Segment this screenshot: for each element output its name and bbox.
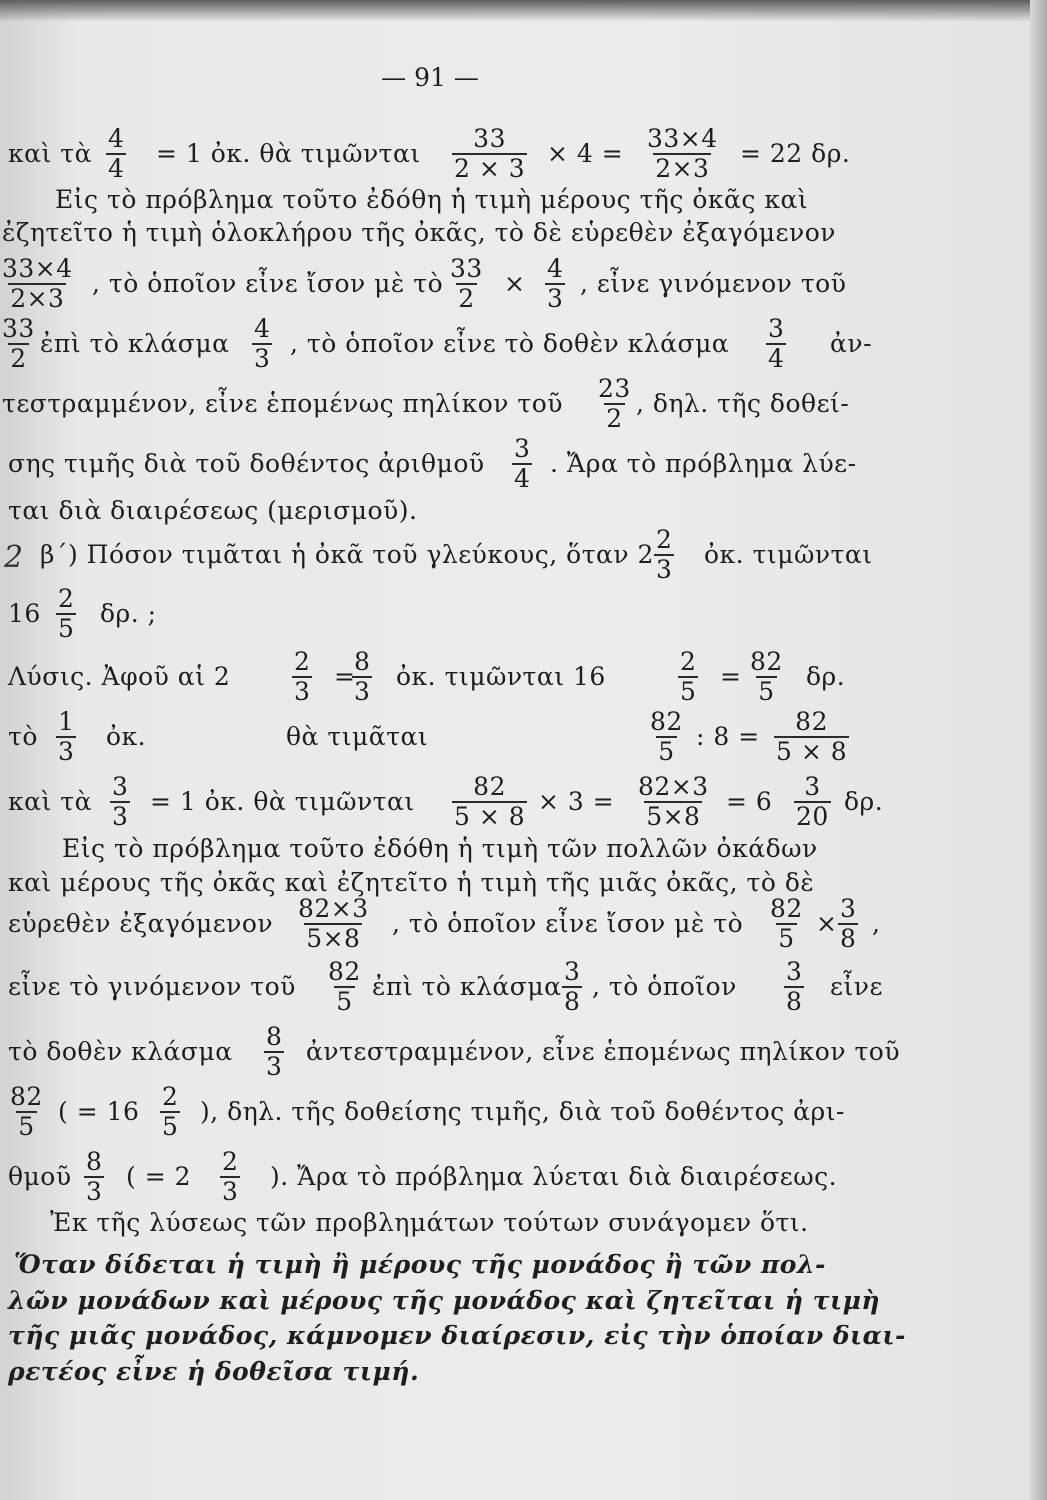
fraction — [562, 958, 582, 1016]
fraction — [0, 315, 37, 373]
fraction — [748, 648, 785, 706]
denominator: 3 — [58, 737, 75, 766]
numerator: 4 — [547, 254, 564, 283]
numerator: 82 — [10, 1082, 43, 1111]
numerator: 23 — [598, 374, 631, 403]
text: δρ. — [806, 662, 846, 691]
denominator: 3 — [656, 555, 673, 584]
margin-mark: 2 — [4, 540, 24, 575]
denominator: 2 × 3 — [454, 154, 526, 183]
numerator: 33 — [473, 124, 506, 153]
denominator: 5 — [778, 924, 795, 953]
fraction — [766, 315, 786, 373]
numerator: 2 — [222, 1147, 239, 1176]
denominator: 3 — [86, 1177, 103, 1206]
fraction — [768, 895, 805, 953]
denominator: 4 — [768, 344, 785, 373]
numerator: 82 — [795, 707, 828, 736]
fraction — [452, 125, 527, 183]
text: × 3 = — [538, 787, 615, 816]
numerator: 3 — [786, 957, 803, 986]
text: σης τιμῆς διὰ τοῦ δοθέντος ἀριθμοῦ — [8, 449, 485, 478]
text: = 1 ὀκ. θὰ τιμῶνται — [156, 139, 421, 168]
denominator: 2×3 — [655, 154, 710, 183]
numerator: 82 — [328, 957, 361, 986]
denominator: 3 — [547, 284, 564, 313]
text: Ἐκ τῆς λύσεως τῶν προβλημάτων τούτων συνάγομεν ὅτι. — [50, 1208, 809, 1237]
numerator: 3 — [112, 772, 129, 801]
fraction — [264, 1023, 284, 1081]
denominator: 8 — [840, 924, 857, 953]
numerator: 3 — [768, 314, 785, 343]
text: , — [872, 909, 881, 938]
denominator: 4 — [514, 464, 531, 493]
text: Εἰς τὸ πρόβλημα τοῦτο ἐδόθη ἡ τιμὴ τῶν πολλῶν ὀκάδων — [62, 834, 818, 863]
denominator: 5 — [58, 614, 75, 643]
denominator: 5 — [18, 1112, 35, 1141]
text: = 1 ὀκ. θὰ τιμῶνται — [150, 787, 415, 816]
text: ται διὰ διαιρέσεως (μερισμοῦ). — [8, 496, 418, 525]
text: καὶ τὰ — [8, 139, 92, 168]
text: ( = 2 — [126, 1162, 191, 1191]
text: εἶνε τὸ γινόμενον τοῦ — [8, 972, 296, 1001]
text: ἐζητεῖτο ἡ τιμὴ ὁλοκλήρου τῆς ὀκᾶς, τὸ δὲ εὑρεθὲν ἐξαγόμενον — [2, 218, 836, 247]
numerator: 2 — [680, 647, 697, 676]
numerator: 3 — [804, 772, 821, 801]
text: 16 — [8, 599, 41, 628]
fraction — [784, 958, 804, 1016]
text: = 6 — [726, 787, 773, 816]
rule-text: ρετέος εἶνε ἡ δοθεῖσα τιμή. — [8, 1357, 420, 1386]
fraction — [220, 1148, 240, 1206]
numerator: 2 — [162, 1082, 179, 1111]
fraction — [8, 1083, 45, 1141]
denominator: 5 — [758, 677, 775, 706]
numerator: 33 — [450, 254, 483, 283]
text: , τὸ ὁποῖον εἶνε ἴσον μὲ τὸ — [92, 269, 444, 298]
text: . Ἄρα τὸ πρόβλημα λύε- — [550, 449, 857, 478]
fraction — [645, 125, 720, 183]
denominator: 3 — [354, 677, 371, 706]
denominator: 5 — [336, 987, 353, 1016]
fraction — [448, 255, 485, 313]
text: ὀκ. — [106, 722, 147, 751]
numerator: 33 — [2, 314, 35, 343]
text: ἀν- — [830, 329, 873, 358]
denominator: 2×3 — [10, 284, 65, 313]
numerator: 82 — [770, 894, 803, 923]
text: καὶ μέρους τῆς ὀκᾶς καὶ ἐζητεῖτο ἡ τιμὴ τῆς μιᾶς ὀκᾶς, τὸ δὲ — [8, 868, 815, 897]
text: καὶ τὰ — [8, 787, 92, 816]
text: δρ. ; — [100, 599, 157, 628]
fraction — [636, 773, 711, 831]
text: , τὸ ὁποῖον — [592, 972, 737, 1001]
denominator: 8 — [564, 987, 581, 1016]
fraction — [774, 708, 849, 766]
text: , δηλ. τῆς δοθεί- — [636, 389, 850, 418]
denominator: 8 — [786, 987, 803, 1016]
numerator: 4 — [254, 314, 271, 343]
fraction — [252, 315, 272, 373]
text: × — [816, 909, 838, 938]
denominator: 2 — [606, 404, 623, 433]
numerator: 33×4 — [2, 254, 73, 283]
text: ( = 16 — [58, 1097, 140, 1126]
numerator: 82 — [650, 707, 683, 736]
fraction — [106, 125, 126, 183]
fraction — [545, 255, 565, 313]
denominator: 2 — [458, 284, 475, 313]
fraction — [654, 526, 674, 584]
denominator: 5×8 — [646, 802, 701, 831]
numerator: 8 — [86, 1147, 103, 1176]
denominator: 5 — [680, 677, 697, 706]
text: ὀκ. τιμῶνται 16 — [396, 662, 606, 691]
page-number: — 91 — — [381, 63, 479, 92]
denominator: 3 — [294, 677, 311, 706]
numerator: 4 — [108, 124, 125, 153]
rule-text: τῆς μιᾶς μονάδος, κάμνομεν διαίρεσιν, εἰς τὴν ὁποίαν διαι- — [8, 1321, 906, 1350]
denominator: 5 — [162, 1112, 179, 1141]
denominator: 4 — [108, 154, 125, 183]
numerator: 2 — [294, 647, 311, 676]
fraction — [512, 435, 532, 493]
text: θὰ τιμᾶται — [286, 722, 429, 751]
text: θμοῦ — [8, 1162, 72, 1191]
fraction — [352, 648, 372, 706]
denominator: 3 — [222, 1177, 239, 1206]
text: Εἰς τὸ πρόβλημα τοῦτο ἐδόθη ἡ τιμὴ μέρους τῆς ὀκᾶς καὶ — [55, 185, 809, 214]
page-edge — [1030, 0, 1047, 1500]
text: = 22 δρ. — [740, 139, 851, 168]
fraction — [292, 648, 312, 706]
text: ). Ἄρα τὸ πρόβλημα λύεται διὰ διαιρέσεως. — [270, 1162, 838, 1191]
text: ἀντεστραμμένον, εἶνε ἑπομένως πηλίκον τοῦ — [306, 1037, 901, 1066]
denominator: 5 — [658, 737, 675, 766]
numerator: 8 — [266, 1022, 283, 1051]
numerator: 2 — [58, 584, 75, 613]
denominator: 3 — [266, 1052, 283, 1081]
numerator: 8 — [354, 647, 371, 676]
fraction — [678, 648, 698, 706]
text: , εἶνε γινόμενον τοῦ — [580, 269, 847, 298]
denominator: 5 × 8 — [776, 737, 848, 766]
text: , τὸ ὁποῖον εἶνε ἴσον μὲ τὸ — [392, 909, 744, 938]
text: : 8 = — [696, 722, 760, 751]
fraction — [794, 773, 831, 831]
text: , τὸ ὁποῖον εἶνε τὸ δοθὲν κλάσμα — [290, 329, 730, 358]
text: × 4 = — [547, 139, 624, 168]
fraction — [56, 585, 76, 643]
numerator: 82×3 — [638, 772, 709, 801]
text: τεστραμμένον, εἶνε ἑπομένως πηλίκον τοῦ — [2, 389, 563, 418]
text: τὸ — [8, 722, 38, 751]
denominator: 2 — [10, 344, 27, 373]
scan-shadow — [0, 0, 1030, 22]
text: ἐπὶ τὸ κλάσμα — [372, 972, 562, 1001]
denominator: 20 — [796, 802, 829, 831]
fraction — [160, 1083, 180, 1141]
rule-text: Ὅταν δίδεται ἡ τιμὴ ἢ μέρους τῆς μονάδος ἢ τῶν πολ- — [14, 1250, 826, 1279]
text: Λύσις. Ἀφοῦ αἱ 2 — [8, 662, 231, 691]
text: εὑρεθὲν ἐξαγόμενον — [8, 909, 274, 938]
numerator: 3 — [514, 434, 531, 463]
fraction — [326, 958, 363, 1016]
fraction — [0, 255, 75, 313]
text: εἶνε — [830, 972, 883, 1001]
denominator: 3 — [112, 802, 129, 831]
numerator: 3 — [840, 894, 857, 923]
rule-text: λῶν μονάδων καὶ μέρους τῆς μονάδος καὶ ζητεῖται ἡ τιμὴ — [8, 1286, 881, 1315]
text: ὀκ. τιμῶνται — [704, 540, 873, 569]
fraction — [84, 1148, 104, 1206]
denominator: 3 — [254, 344, 271, 373]
numerator: 82 — [750, 647, 783, 676]
text: = — [334, 662, 356, 691]
fraction — [648, 708, 685, 766]
text: β΄) Πόσον τιμᾶται ἡ ὀκᾶ τοῦ γλεύκους, ὅταν 2 — [40, 540, 654, 569]
numerator: 3 — [564, 957, 581, 986]
text: × — [504, 269, 526, 298]
fraction — [56, 708, 76, 766]
numerator: 82×3 — [298, 894, 369, 923]
fraction — [296, 895, 371, 953]
numerator: 1 — [58, 707, 75, 736]
text: = — [720, 662, 742, 691]
text: ), δηλ. τῆς δοθείσης τιμῆς, διὰ τοῦ δοθέντος ἀρι- — [200, 1097, 845, 1126]
text: ἐπὶ τὸ κλάσμα — [40, 329, 230, 358]
fraction — [838, 895, 858, 953]
fraction — [596, 375, 633, 433]
denominator: 5 × 8 — [454, 802, 526, 831]
numerator: 2 — [656, 525, 673, 554]
text: δρ. — [844, 787, 884, 816]
text: τὸ δοθὲν κλάσμα — [8, 1037, 233, 1066]
numerator: 33×4 — [647, 124, 718, 153]
denominator: 5×8 — [306, 924, 361, 953]
fraction — [110, 773, 130, 831]
fraction — [452, 773, 527, 831]
numerator: 82 — [473, 772, 506, 801]
